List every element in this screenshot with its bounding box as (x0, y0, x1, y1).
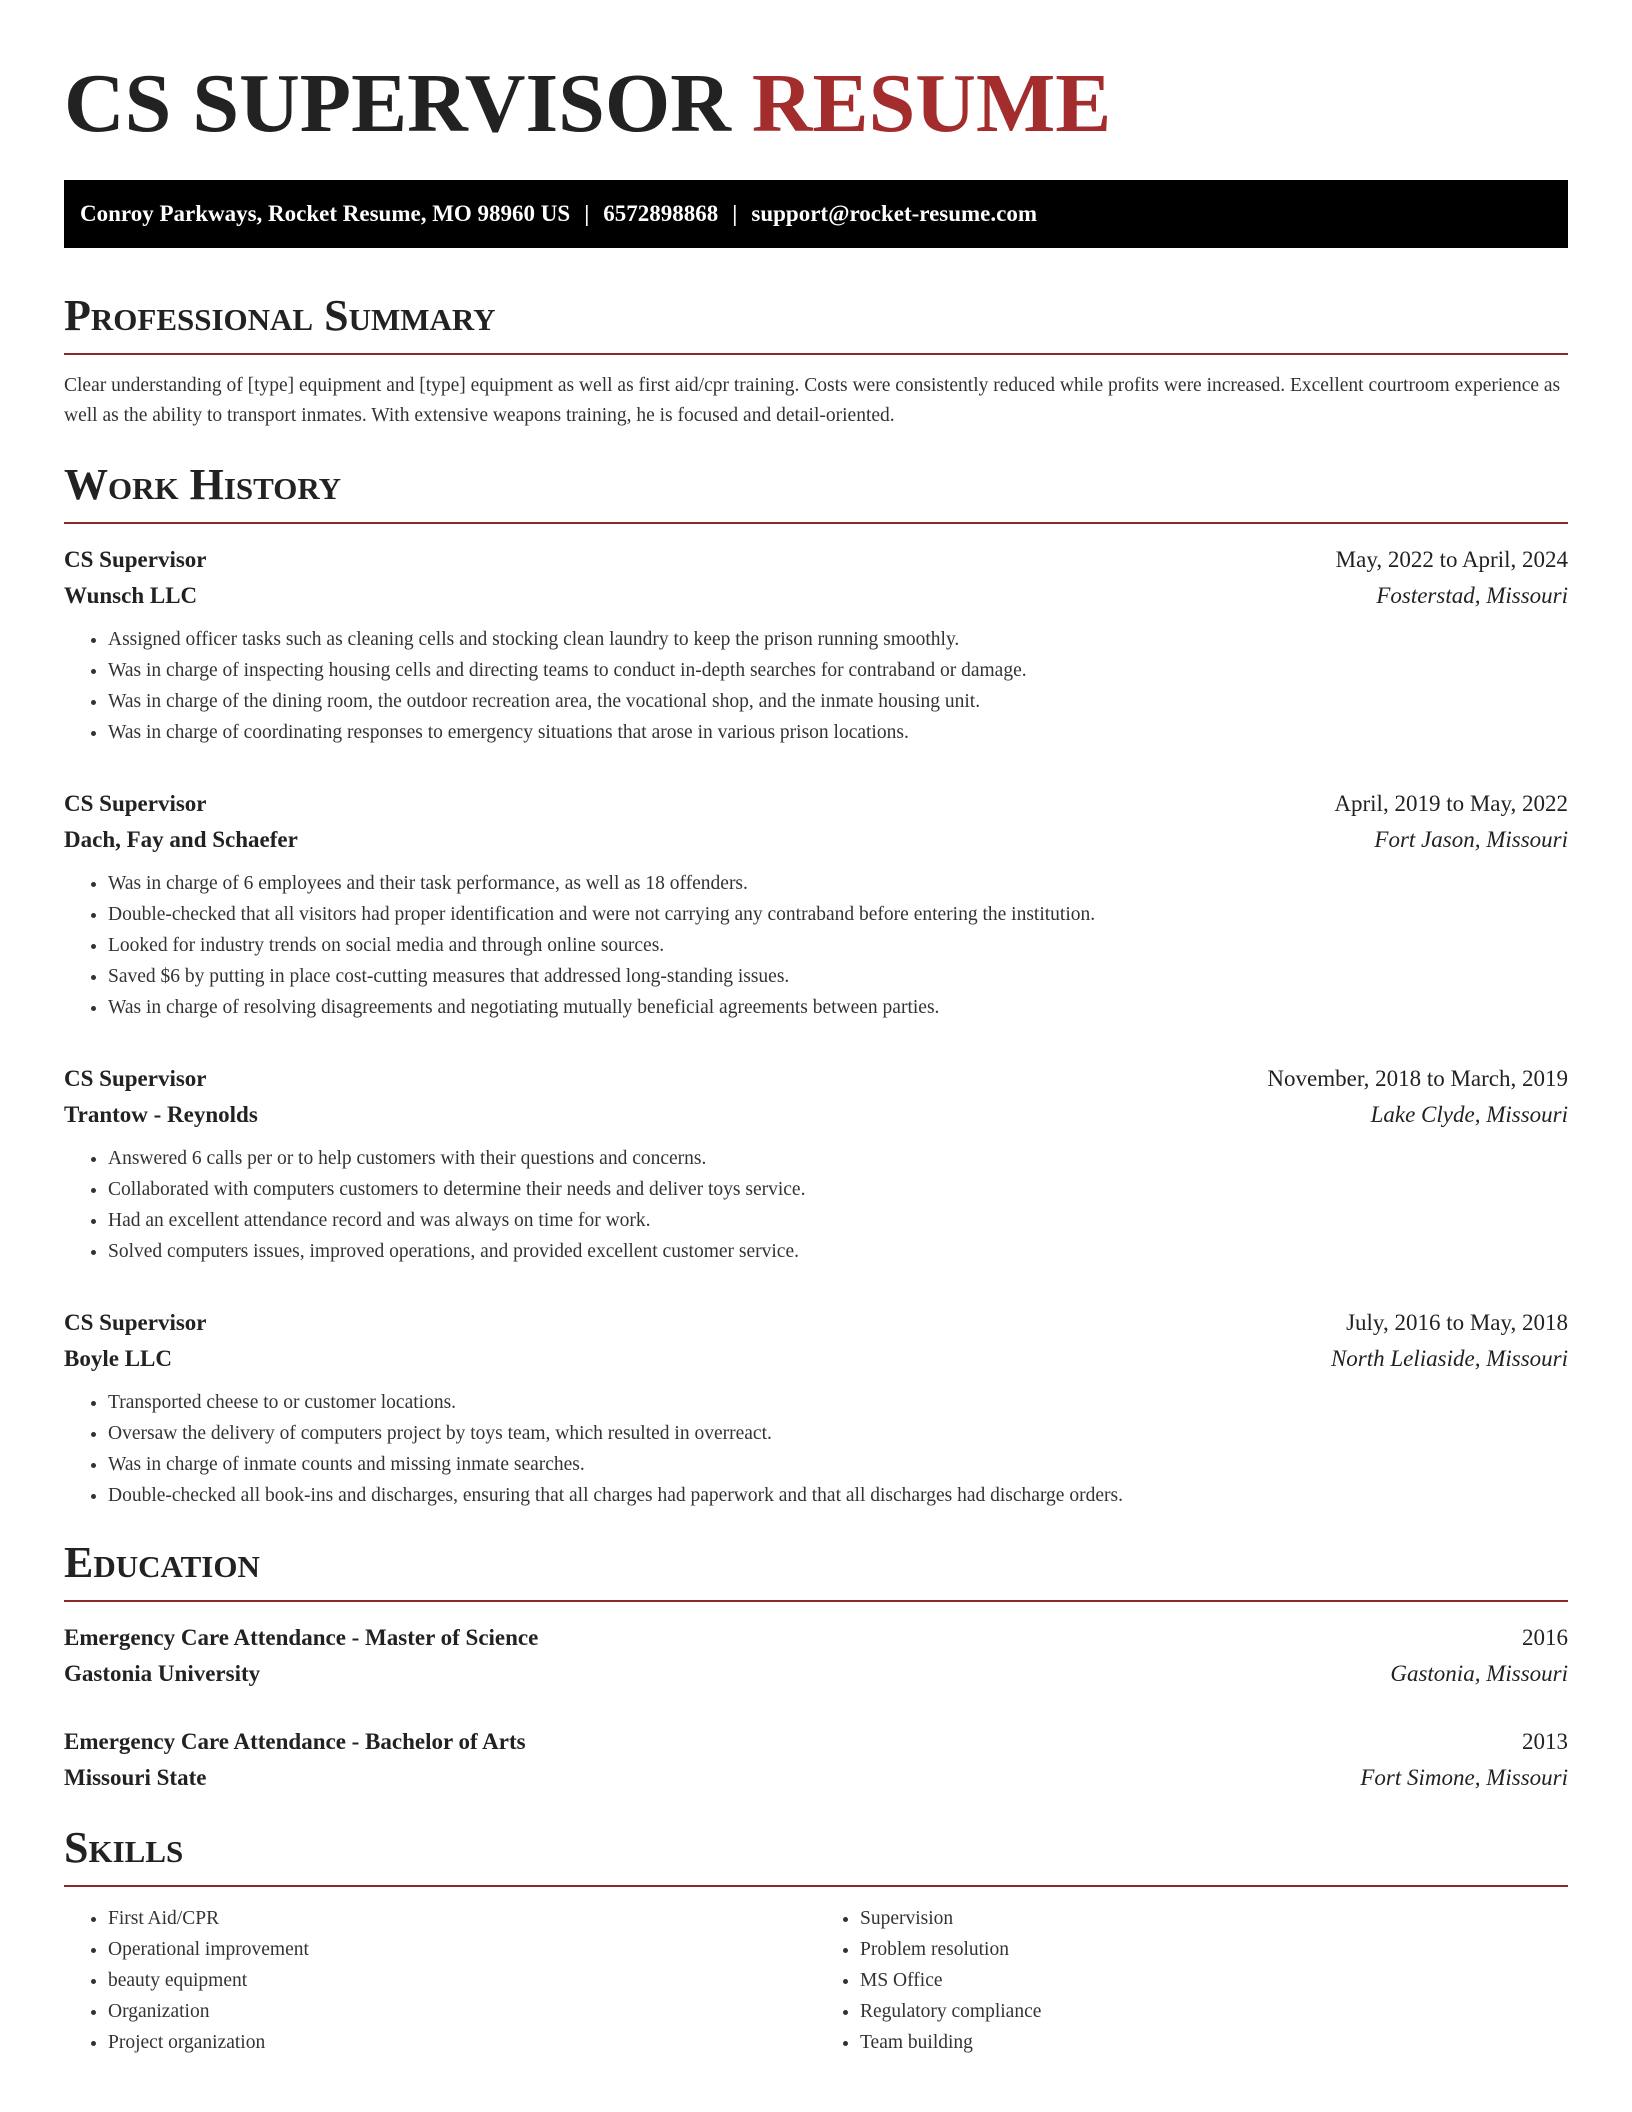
list-item: • Looked for industry trends on social media and through online sources. (108, 930, 1568, 961)
skill-item: • beauty equipment (108, 1965, 816, 1996)
job-location: North Leliaside, Missouri (1330, 1346, 1568, 1371)
job-location: Fosterstad, Missouri (1376, 583, 1568, 608)
skill-item: • Problem resolution (860, 1934, 1568, 1965)
job-bullets (64, 868, 1568, 1023)
skill-item: • Supervision (860, 1903, 1568, 1934)
skill-item: • Project organization (108, 2027, 816, 2058)
education-heading: Education (64, 1541, 1568, 1602)
job-entry (64, 1061, 1568, 1267)
job-company: Trantow - Reynolds (64, 1102, 258, 1127)
skills-grid (64, 1903, 1568, 2058)
list-item: • Answered 6 calls per or to help customers with their questions and concerns. (108, 1143, 1568, 1174)
job-company: Boyle LLC (64, 1346, 172, 1371)
job-title: CS Supervisor (64, 547, 207, 572)
job-dates: April, 2019 to May, 2022 (1334, 791, 1568, 816)
list-item: • Assigned officer tasks such as cleaning cells and stocking clean laundry to keep the prison running smoothly. (108, 624, 1568, 655)
job-company: Dach, Fay and Schaefer (64, 827, 298, 852)
job-dates: November, 2018 to March, 2019 (1267, 1066, 1568, 1091)
list-item: • Saved $6 by putting in place cost-cutting measures that addressed long-standing issues. (108, 961, 1568, 992)
title-accent: RESUME (751, 57, 1112, 150)
job-location: Fort Jason, Missouri (1374, 827, 1568, 852)
education-location: Gastonia, Missouri (1390, 1661, 1568, 1686)
job-entry (64, 786, 1568, 1023)
job-title: CS Supervisor (64, 1310, 207, 1335)
contact-bar (64, 180, 1568, 248)
education-school: Gastonia University (64, 1661, 261, 1686)
list-item: • Was in charge of 6 employees and their task performance, as well as 18 offenders. (108, 868, 1568, 899)
skill-item: • Regulatory compliance (860, 1996, 1568, 2027)
job-title: CS Supervisor (64, 791, 207, 816)
skill-item: • Organization (108, 1996, 816, 2027)
job-dates: July, 2016 to May, 2018 (1346, 1310, 1568, 1335)
list-item: • Was in charge of resolving disagreements and negotiating mutually beneficial agreements between parties. (108, 992, 1568, 1023)
job-bullets (64, 1143, 1568, 1267)
skill-item: • First Aid/CPR (108, 1903, 816, 1934)
job-entry (64, 542, 1568, 748)
contact-separator: | (584, 201, 590, 226)
education-degree: Emergency Care Attendance - Bachelor of Arts (64, 1729, 526, 1754)
list-item: • Transported cheese to or customer locations. (108, 1387, 1568, 1418)
skill-item: • MS Office (860, 1965, 1568, 1996)
education-year: 2016 (1522, 1625, 1568, 1650)
education-school: Missouri State (64, 1765, 207, 1790)
list-item: • Solved computers issues, improved operations, and provided excellent customer service. (108, 1236, 1568, 1267)
summary-text: Clear understanding of [type] equipment and [type] equipment as well as first aid/cpr training. Costs were consistently reduced while profits were increased. Excellent courtroom experience as well as the ability to transport inmates. With extensive weapons training, he is focused and detail-oriented. (64, 375, 1561, 426)
contact-separator: | (732, 201, 738, 226)
education-year: 2013 (1522, 1729, 1568, 1754)
job-bullets (64, 1387, 1568, 1511)
job-company: Wunsch LLC (64, 583, 198, 608)
job-bullets (64, 624, 1568, 748)
education-entry (64, 1724, 1568, 1796)
list-item: • Was in charge of inspecting housing cells and directing teams to conduct in-depth searches for contraband or damage. (108, 655, 1568, 686)
skill-item: • Team building (860, 2027, 1568, 2058)
job-title: CS Supervisor (64, 1066, 207, 1091)
list-item: • Was in charge of the dining room, the outdoor recreation area, the vocational shop, and the inmate housing unit. (108, 686, 1568, 717)
title-main: CS SUPERVISOR (64, 57, 731, 150)
contact-email: support@rocket-resume.com (751, 201, 1038, 226)
skills-list-right (816, 1903, 1568, 2058)
resume-title (64, 57, 1568, 150)
skill-item: • Operational improvement (108, 1934, 816, 1965)
job-dates: May, 2022 to April, 2024 (1335, 547, 1568, 572)
skills-list-left (64, 1903, 816, 2058)
skills-heading: Skills (64, 1826, 1568, 1887)
contact-phone: 6572898868 (603, 201, 719, 226)
education-degree: Emergency Care Attendance - Master of Science (64, 1625, 539, 1650)
education-entry (64, 1620, 1568, 1692)
job-location: Lake Clyde, Missouri (1370, 1102, 1568, 1127)
list-item: • Collaborated with computers customers to determine their needs and deliver toys service. (108, 1174, 1568, 1205)
contact-address: Conroy Parkways, Rocket Resume, MO 98960 US (80, 201, 571, 226)
summary-heading: Professional Summary (64, 294, 1568, 355)
work-history-heading: Work History (64, 463, 1568, 524)
list-item: • Oversaw the delivery of computers project by toys team, which resulted in overreact. (108, 1418, 1568, 1449)
education-location: Fort Simone, Missouri (1360, 1765, 1568, 1790)
job-entry (64, 1305, 1568, 1511)
list-item: • Was in charge of inmate counts and missing inmate searches. (108, 1449, 1568, 1480)
list-item: • Had an excellent attendance record and was always on time for work. (108, 1205, 1568, 1236)
list-item: • Was in charge of coordinating responses to emergency situations that arose in various prison locations. (108, 717, 1568, 748)
list-item: • Double-checked all book-ins and discharges, ensuring that all charges had paperwork and that all discharges had discharge orders. (108, 1480, 1568, 1511)
list-item: • Double-checked that all visitors had proper identification and were not carrying any contraband before entering the institution. (108, 899, 1568, 930)
